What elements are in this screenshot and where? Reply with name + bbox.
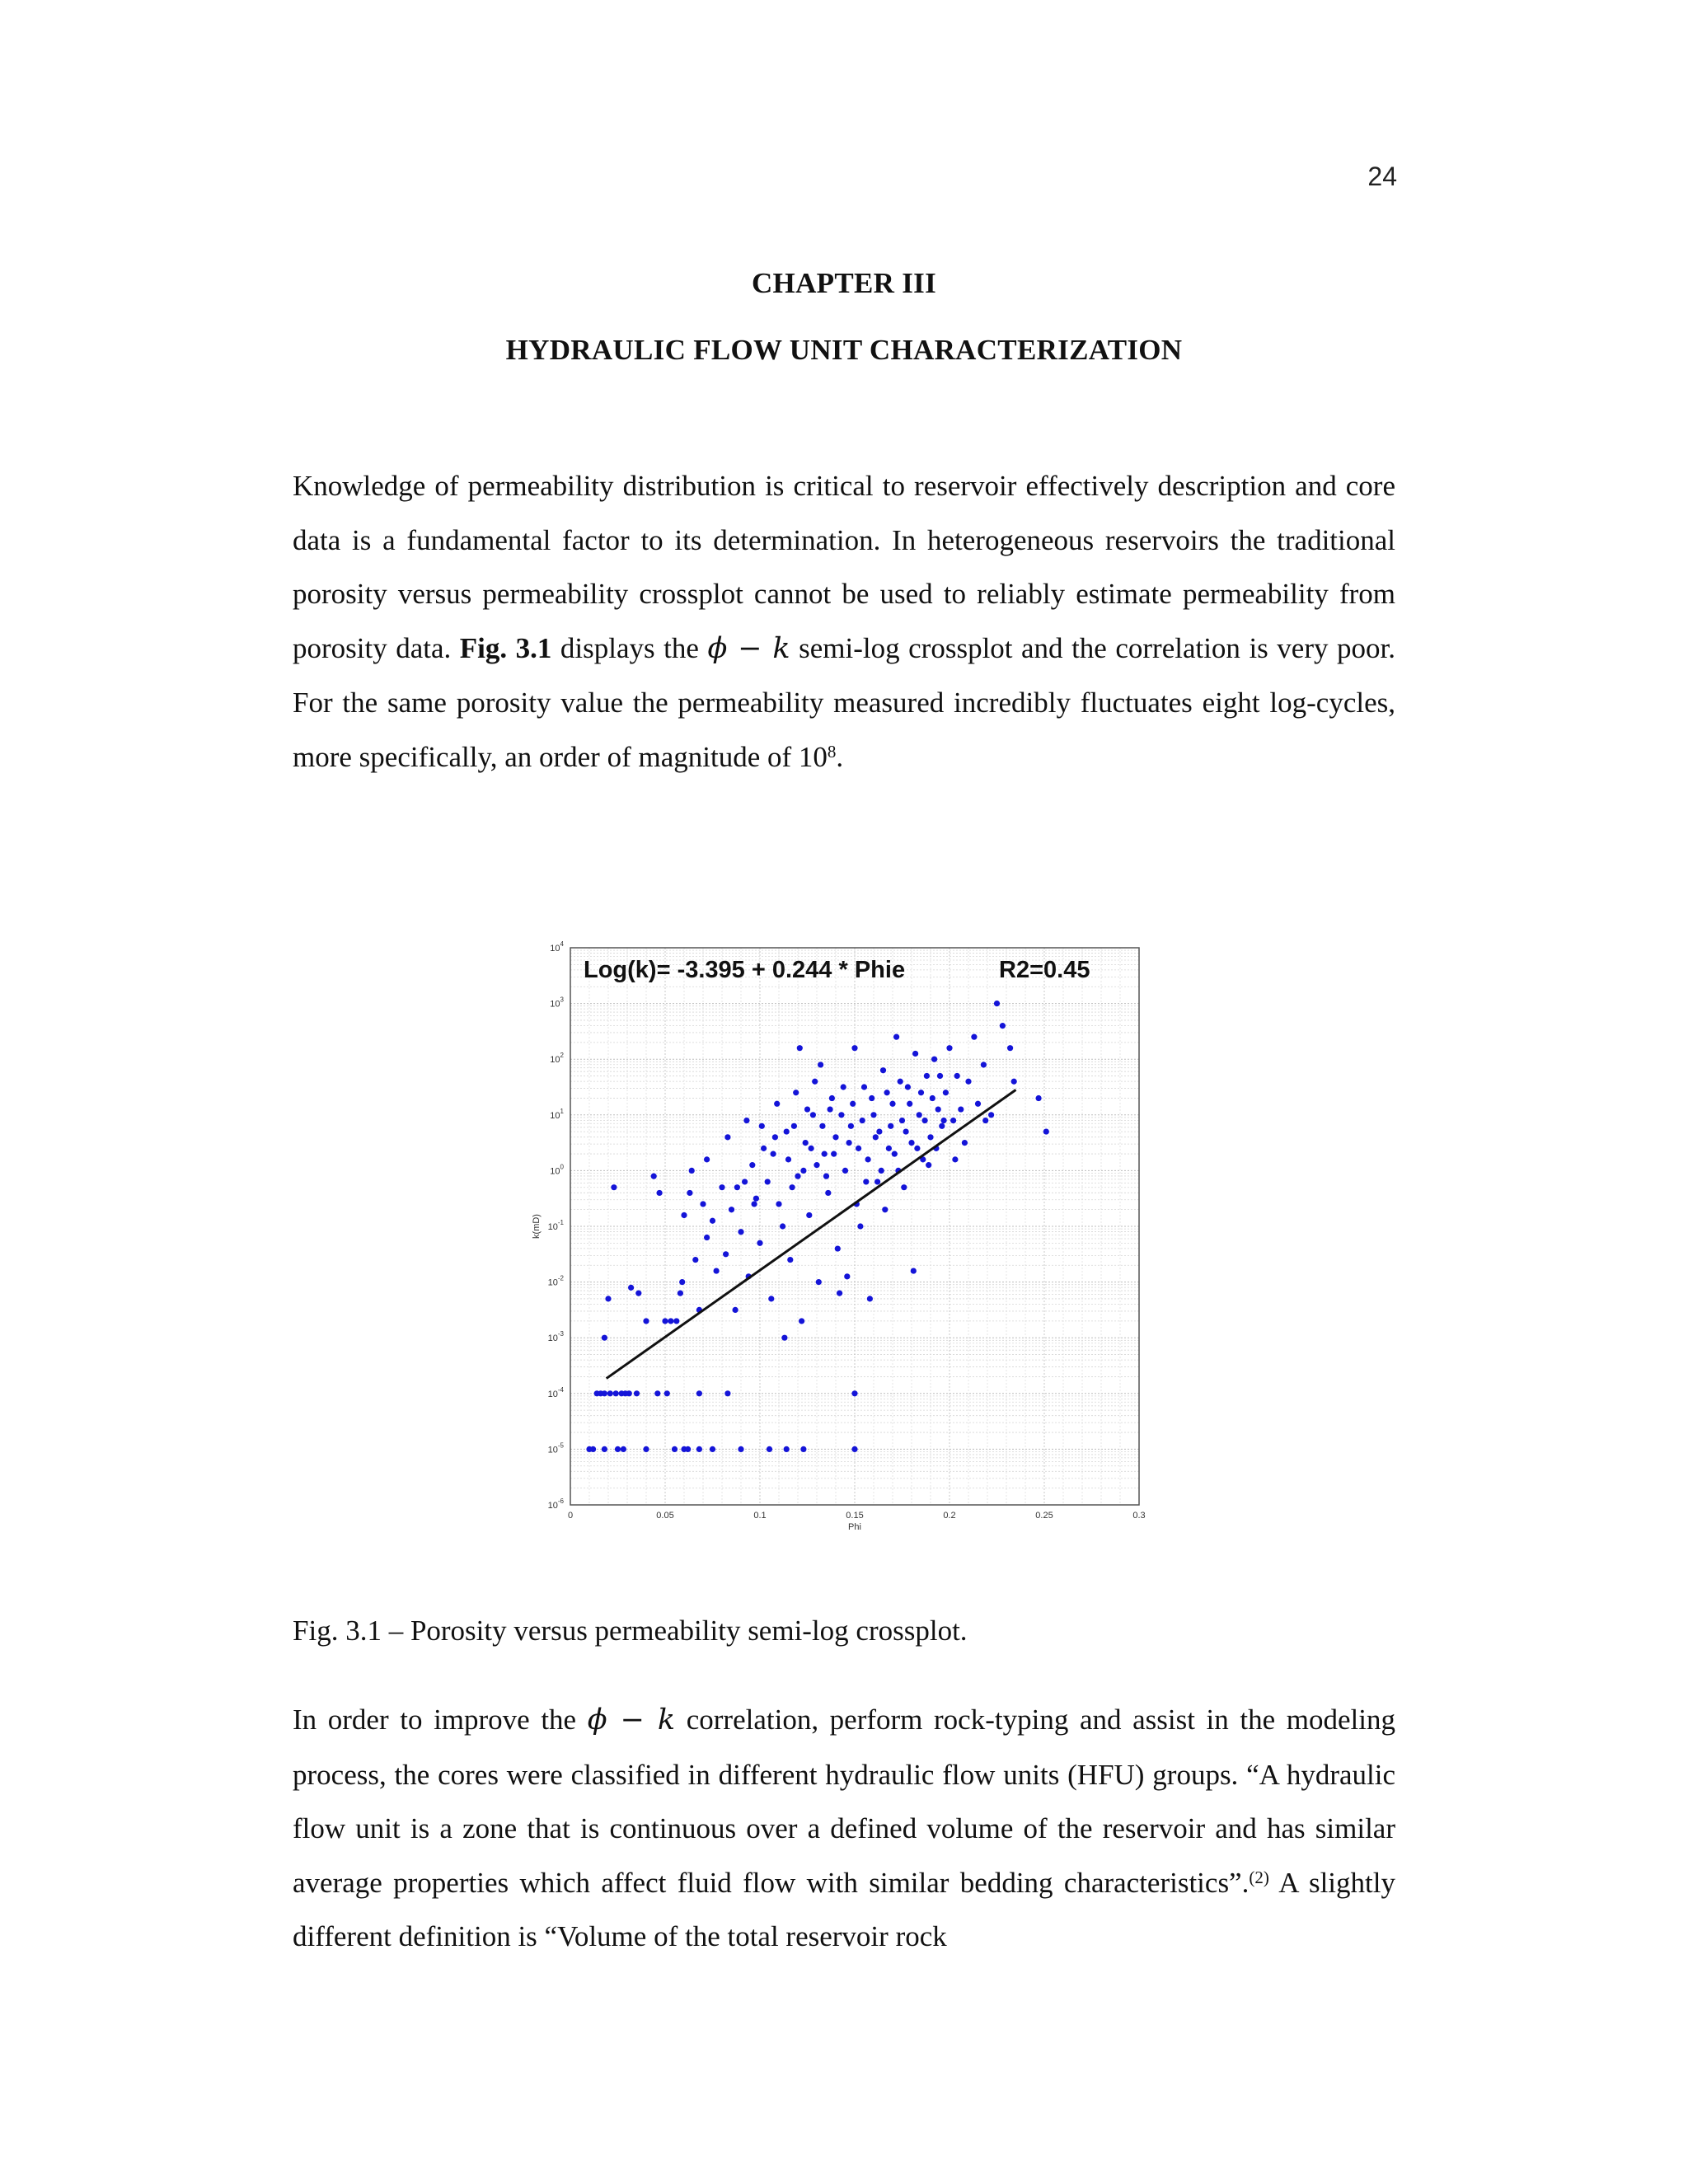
data-point bbox=[941, 1118, 947, 1123]
data-point bbox=[994, 1001, 1000, 1006]
y-tick-label: $10^4$ bbox=[550, 940, 564, 954]
data-point bbox=[752, 1201, 757, 1207]
para2-text-a: In order to improve the bbox=[293, 1704, 588, 1736]
data-point bbox=[785, 1156, 791, 1162]
y-tick-label: $10^{-5}$ bbox=[547, 1441, 564, 1455]
data-point bbox=[685, 1446, 691, 1452]
data-point bbox=[946, 1045, 952, 1051]
data-point bbox=[917, 1112, 922, 1118]
data-point bbox=[692, 1257, 698, 1263]
data-point bbox=[800, 1446, 806, 1452]
data-point bbox=[776, 1201, 781, 1207]
data-point bbox=[757, 1240, 762, 1246]
para1-text-c: semi-log crossplot and the correlation is very poor. For the same porosity value the permeability measured incredibly fluctuates eight log-cycles, more specifically, an order of magnitude of 10 bbox=[293, 631, 1395, 773]
data-point bbox=[729, 1207, 734, 1212]
para1-text-b: displays the bbox=[551, 631, 708, 664]
data-point bbox=[605, 1296, 611, 1301]
data-point bbox=[965, 1079, 971, 1085]
data-point bbox=[742, 1179, 748, 1184]
data-point bbox=[662, 1318, 668, 1324]
data-point bbox=[870, 1112, 876, 1118]
data-point bbox=[829, 1095, 835, 1101]
data-point bbox=[772, 1134, 778, 1140]
data-point bbox=[823, 1174, 829, 1179]
data-point bbox=[672, 1446, 678, 1452]
y-tick-label: $10^{-6}$ bbox=[547, 1497, 564, 1511]
data-point bbox=[761, 1146, 767, 1151]
data-point bbox=[893, 1034, 899, 1040]
y-tick-label: $10^{-1}$ bbox=[547, 1219, 564, 1232]
data-point bbox=[803, 1140, 809, 1146]
data-point bbox=[816, 1279, 822, 1285]
chapter-label: CHAPTER III bbox=[751, 267, 937, 299]
data-point bbox=[922, 1118, 928, 1123]
crossplot-chart bbox=[526, 938, 1154, 1540]
data-point bbox=[696, 1446, 702, 1452]
data-point bbox=[884, 1090, 890, 1095]
data-point bbox=[927, 1134, 933, 1140]
data-point bbox=[908, 1140, 914, 1146]
data-point bbox=[804, 1106, 810, 1112]
data-point bbox=[738, 1229, 743, 1235]
data-point bbox=[765, 1179, 771, 1184]
data-point bbox=[787, 1257, 793, 1263]
data-point bbox=[657, 1190, 663, 1196]
y-tick-label: $10^{-3}$ bbox=[547, 1330, 564, 1344]
x-axis-label: Phi bbox=[848, 1522, 861, 1532]
data-point bbox=[812, 1079, 818, 1085]
data-point bbox=[734, 1184, 740, 1190]
data-point bbox=[774, 1101, 780, 1107]
x-axis-ticks bbox=[568, 1511, 1146, 1521]
x-tick-label: 0.1 bbox=[753, 1511, 767, 1521]
data-point bbox=[874, 1179, 880, 1184]
data-point bbox=[876, 1128, 882, 1134]
data-point bbox=[635, 1291, 641, 1296]
data-point bbox=[784, 1128, 790, 1134]
data-point bbox=[664, 1390, 670, 1396]
phi-k-symbol: ϕ − k bbox=[707, 631, 790, 665]
data-point bbox=[931, 1057, 937, 1062]
data-point bbox=[937, 1073, 943, 1079]
y-axis-label: k(mD) bbox=[532, 1214, 542, 1239]
data-point bbox=[831, 1151, 837, 1157]
data-point bbox=[654, 1390, 660, 1396]
data-point bbox=[738, 1446, 743, 1452]
data-point bbox=[889, 1101, 895, 1107]
para1-text-d: . bbox=[836, 740, 844, 773]
data-point bbox=[952, 1156, 958, 1162]
x-tick-label: 0.15 bbox=[846, 1511, 864, 1521]
data-point bbox=[806, 1212, 812, 1218]
data-point bbox=[590, 1446, 596, 1452]
data-point bbox=[869, 1095, 874, 1101]
data-point bbox=[704, 1156, 710, 1162]
data-point bbox=[626, 1390, 632, 1396]
phi-k-symbol: ϕ − k bbox=[587, 1704, 676, 1736]
data-point bbox=[851, 1045, 857, 1051]
data-point bbox=[819, 1123, 825, 1129]
regression-equation: Log(k)= -3.395 + 0.244 * Phie bbox=[584, 957, 906, 983]
data-point bbox=[837, 1291, 842, 1296]
data-point bbox=[651, 1174, 657, 1179]
data-point bbox=[888, 1123, 893, 1129]
data-point bbox=[678, 1291, 683, 1296]
data-point bbox=[841, 1084, 846, 1090]
data-point bbox=[611, 1184, 617, 1190]
data-point bbox=[743, 1118, 749, 1123]
data-point bbox=[958, 1106, 964, 1112]
data-point bbox=[943, 1090, 949, 1095]
data-point bbox=[1011, 1079, 1017, 1085]
data-point bbox=[1043, 1128, 1049, 1134]
data-point bbox=[954, 1073, 960, 1079]
data-point bbox=[911, 1268, 917, 1273]
data-point bbox=[634, 1390, 640, 1396]
data-point bbox=[825, 1190, 831, 1196]
data-point bbox=[832, 1134, 838, 1140]
data-point bbox=[621, 1446, 626, 1452]
data-point bbox=[723, 1251, 729, 1257]
data-point bbox=[714, 1268, 720, 1273]
data-point bbox=[768, 1296, 774, 1301]
data-point bbox=[950, 1118, 956, 1123]
data-point bbox=[810, 1112, 816, 1118]
data-point bbox=[696, 1390, 702, 1396]
data-point bbox=[882, 1207, 888, 1212]
para1-text-a: Knowledge of permeability distribution is critical to reservoir effectively description and core data is a fundamental factor to its determination. In heterogeneous reservoirs the traditional porosity versus permeability crossplot cannot be used to reliably estimate permeability from porosity data. bbox=[293, 470, 1395, 664]
para2-text-b: correlation, perform rock-typing and assist in the modeling process, the cores were classified in different hydraulic flow units (HFU) groups. “A hydraulic flow unit is a zone that is continuous over a defined volume of the reservoir and has similar average properties which affect fluid flow with similar bedding characteristics”. bbox=[293, 1704, 1395, 1899]
data-point bbox=[842, 1168, 848, 1174]
data-point bbox=[861, 1084, 867, 1090]
y-axis-ticks bbox=[548, 940, 565, 1511]
exponent: 8 bbox=[827, 742, 837, 762]
data-point bbox=[759, 1123, 765, 1129]
data-point bbox=[710, 1218, 715, 1224]
data-point bbox=[704, 1235, 710, 1240]
data-point bbox=[781, 1335, 787, 1341]
data-point bbox=[835, 1245, 841, 1251]
data-point bbox=[681, 1212, 687, 1218]
x-tick-label: 0.25 bbox=[1035, 1511, 1053, 1521]
data-point bbox=[724, 1390, 730, 1396]
data-point bbox=[790, 1184, 795, 1190]
data-point bbox=[733, 1307, 738, 1313]
data-point bbox=[935, 1106, 941, 1112]
data-point bbox=[780, 1223, 785, 1229]
data-point bbox=[926, 1162, 931, 1168]
data-point bbox=[753, 1196, 759, 1202]
data-point bbox=[749, 1162, 755, 1168]
y-tick-label: $10^{-2}$ bbox=[547, 1274, 564, 1288]
data-point bbox=[879, 1168, 884, 1174]
data-point bbox=[809, 1146, 814, 1151]
x-tick-label: 0.3 bbox=[1132, 1511, 1146, 1521]
y-tick-label: $10^3$ bbox=[550, 996, 564, 1010]
data-point bbox=[886, 1146, 892, 1151]
x-tick-label: 0 bbox=[567, 1511, 574, 1521]
x-tick-label: 0.05 bbox=[656, 1511, 674, 1521]
data-point bbox=[607, 1390, 613, 1396]
data-point bbox=[700, 1201, 706, 1207]
data-point bbox=[615, 1446, 621, 1452]
data-point bbox=[912, 1051, 918, 1057]
grid bbox=[570, 948, 1139, 1505]
data-point bbox=[880, 1067, 886, 1073]
trend-line bbox=[607, 1090, 1016, 1378]
data-point bbox=[602, 1390, 607, 1396]
data-point bbox=[828, 1106, 833, 1112]
data-point bbox=[981, 1062, 987, 1067]
data-point bbox=[791, 1123, 797, 1129]
data-point bbox=[971, 1034, 977, 1040]
data-point bbox=[795, 1174, 800, 1179]
data-point bbox=[800, 1168, 806, 1174]
data-point bbox=[988, 1112, 994, 1118]
data-point bbox=[907, 1101, 912, 1107]
data-point bbox=[710, 1446, 715, 1452]
data-point bbox=[1007, 1045, 1013, 1051]
data-point bbox=[930, 1095, 935, 1101]
data-point bbox=[643, 1318, 649, 1324]
data-point bbox=[851, 1446, 857, 1452]
data-point bbox=[892, 1151, 898, 1157]
data-point bbox=[602, 1446, 607, 1452]
data-point bbox=[856, 1146, 861, 1151]
data-point bbox=[851, 1390, 857, 1396]
data-point bbox=[914, 1146, 920, 1151]
data-point bbox=[846, 1140, 852, 1146]
data-point bbox=[724, 1134, 730, 1140]
figure-caption: Fig. 3.1 – Porosity versus permeability semi-log crossplot. bbox=[293, 1615, 968, 1647]
data-point bbox=[719, 1184, 724, 1190]
citation: (2) bbox=[1249, 1868, 1269, 1887]
paragraph-intro bbox=[293, 459, 1395, 784]
data-point bbox=[668, 1318, 673, 1324]
y-tick-label: $10^1$ bbox=[550, 1107, 564, 1121]
data-point bbox=[689, 1168, 695, 1174]
data-point bbox=[873, 1134, 879, 1140]
data-point bbox=[838, 1112, 844, 1118]
y-tick-label: $10^0$ bbox=[550, 1163, 564, 1177]
x-tick-label: 0.2 bbox=[943, 1511, 956, 1521]
data-point bbox=[905, 1084, 911, 1090]
data-point bbox=[865, 1156, 871, 1162]
data-point bbox=[799, 1318, 804, 1324]
data-point bbox=[784, 1446, 790, 1452]
data-point bbox=[613, 1390, 619, 1396]
data-point bbox=[924, 1073, 930, 1079]
para2-text-c: A slightly different definition is “Volume of the total reservoir rock bbox=[293, 1866, 1395, 1952]
data-point bbox=[857, 1223, 863, 1229]
y-tick-label: $10^2$ bbox=[550, 1052, 564, 1066]
data-point bbox=[975, 1101, 981, 1107]
data-point bbox=[814, 1162, 819, 1168]
data-point bbox=[797, 1045, 803, 1051]
paragraph-hfu bbox=[293, 1693, 1395, 1964]
figure-reference: Fig. 3.1 bbox=[459, 631, 552, 664]
data-point bbox=[822, 1151, 828, 1157]
crossplot-figure bbox=[526, 938, 1154, 1540]
page-number: 24 bbox=[1367, 162, 1397, 191]
data-point bbox=[860, 1118, 865, 1123]
data-point bbox=[863, 1179, 869, 1184]
data-point bbox=[1000, 1023, 1006, 1029]
data-point bbox=[898, 1079, 903, 1085]
data-point bbox=[1036, 1095, 1042, 1101]
data-point bbox=[643, 1446, 649, 1452]
data-point bbox=[867, 1296, 873, 1301]
data-point bbox=[679, 1279, 685, 1285]
data-point bbox=[962, 1140, 968, 1146]
r-squared-label: R2=0.45 bbox=[999, 957, 1090, 983]
data-point bbox=[793, 1090, 799, 1095]
data-point bbox=[982, 1118, 988, 1123]
data-point bbox=[687, 1190, 692, 1196]
data-point bbox=[602, 1335, 607, 1341]
data-point bbox=[818, 1062, 823, 1067]
data-point bbox=[771, 1151, 776, 1157]
data-point bbox=[673, 1318, 679, 1324]
chapter-title: HYDRAULIC FLOW UNIT CHARACTERIZATION bbox=[505, 334, 1183, 366]
data-point bbox=[850, 1101, 856, 1107]
data-point bbox=[767, 1446, 772, 1452]
data-point bbox=[628, 1285, 634, 1291]
data-point bbox=[918, 1090, 924, 1095]
y-tick-label: $10^{-4}$ bbox=[547, 1385, 564, 1399]
data-point bbox=[939, 1123, 945, 1129]
data-point bbox=[848, 1123, 854, 1129]
data-point bbox=[899, 1118, 905, 1123]
data-point bbox=[844, 1273, 850, 1279]
data-point bbox=[901, 1184, 907, 1190]
data-point bbox=[903, 1128, 909, 1134]
